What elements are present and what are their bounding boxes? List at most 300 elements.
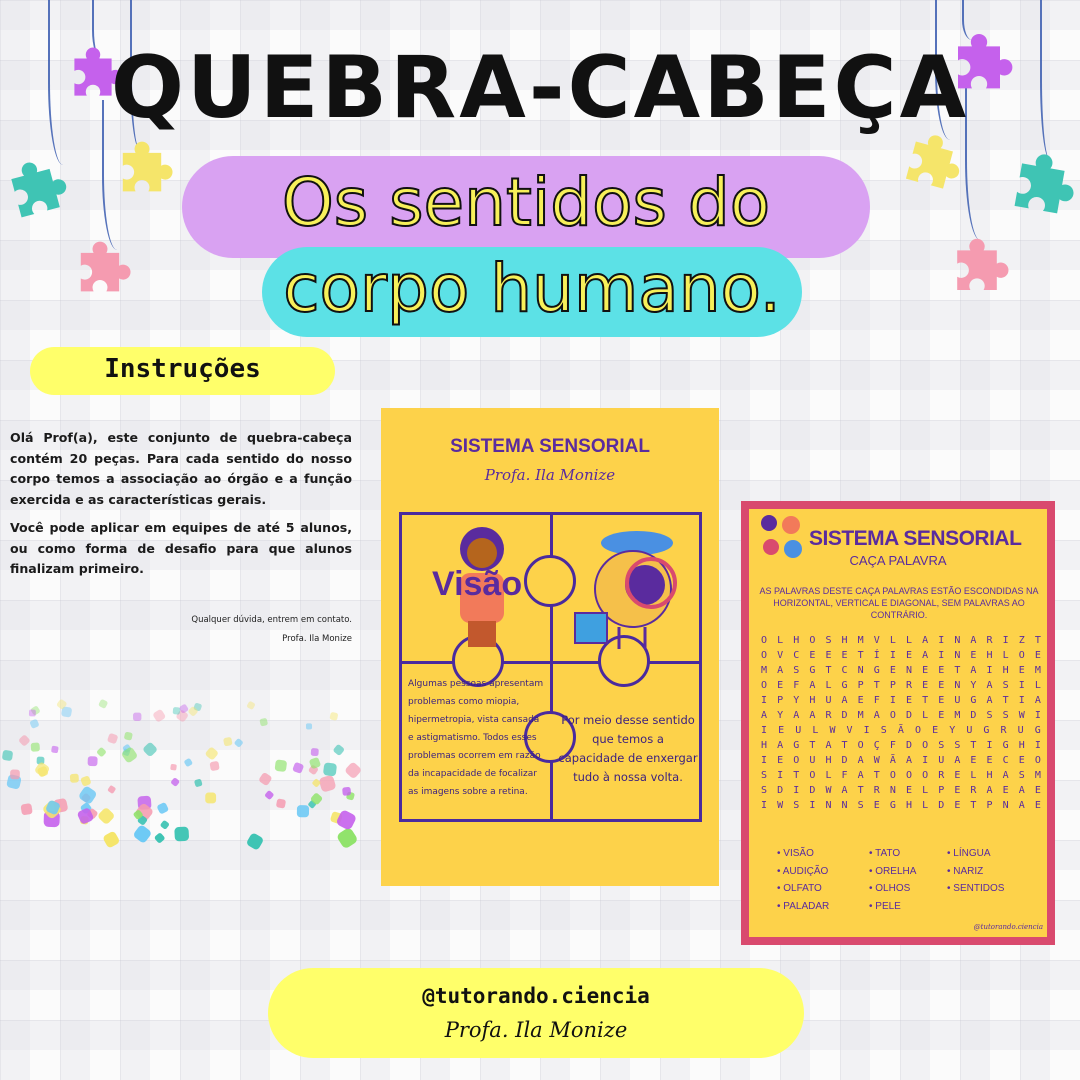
- wordsearch-letter: N: [825, 800, 832, 811]
- wordsearch-handle: @tutorando.ciencia: [973, 923, 1043, 931]
- confetti-piece: [142, 741, 158, 757]
- wordsearch-letter: M: [857, 710, 864, 721]
- wordsearch-letter: H: [761, 740, 768, 751]
- wordsearch-letter: U: [1017, 725, 1024, 736]
- wordsearch-letter: A: [1034, 695, 1041, 706]
- wordsearch-letter: L: [905, 635, 913, 646]
- wordsearch-letter: M: [954, 710, 961, 721]
- confetti-piece: [258, 772, 273, 787]
- confetti-piece: [102, 830, 120, 848]
- wordsearch-letter: N: [905, 665, 913, 676]
- wordsearch-letter: H: [841, 635, 848, 646]
- confetti-piece: [297, 805, 309, 817]
- word-list-item: • PELE: [869, 898, 916, 916]
- wordsearch-letter: R: [905, 680, 913, 691]
- wordsearch-letter: T: [970, 800, 977, 811]
- wordsearch-letter: U: [966, 725, 973, 736]
- confetti-piece: [318, 775, 336, 793]
- wordsearch-letter: E: [1002, 785, 1009, 796]
- confetti-piece: [70, 774, 79, 783]
- confetti-piece: [132, 824, 152, 844]
- wordsearch-letter: R: [825, 710, 832, 721]
- wordsearch-letter: R: [938, 770, 945, 781]
- wordsearch-row: [761, 708, 1041, 723]
- wordsearch-letter: A: [986, 785, 993, 796]
- wordsearch-letter: E: [922, 665, 929, 676]
- wordsearch-letter: I: [777, 770, 784, 781]
- wordsearch-letter: D: [938, 800, 945, 811]
- confetti-piece: [96, 747, 107, 758]
- wordsearch-letter: L: [1002, 650, 1009, 661]
- puzzle-piece-icon: [944, 228, 1010, 308]
- wordsearch-letter: N: [954, 680, 961, 691]
- wordsearch-letter: N: [954, 635, 961, 646]
- card-title: SISTEMA SENSORIAL: [450, 436, 650, 457]
- wordsearch-letter: P: [777, 695, 784, 706]
- wordsearch-letter: O: [905, 770, 913, 781]
- wordsearch-letter: P: [889, 680, 896, 691]
- confetti-piece: [154, 832, 166, 844]
- confetti-piece: [246, 701, 255, 710]
- confetti-pieces: [0, 690, 362, 850]
- puzzle-preview-card: [381, 408, 719, 886]
- wordsearch-letter: A: [857, 770, 864, 781]
- confetti-piece: [276, 798, 286, 808]
- sense-label-visao: Visão: [432, 565, 523, 603]
- wordsearch-letter: P: [857, 680, 864, 691]
- wordsearch-letter: E: [905, 695, 913, 706]
- wordsearch-letter: E: [1034, 785, 1041, 796]
- wordsearch-letter: E: [954, 785, 961, 796]
- wordsearch-letter: E: [905, 785, 913, 796]
- wordsearch-letter: A: [970, 665, 977, 676]
- wordsearch-letter: H: [905, 800, 913, 811]
- wordsearch-letter: G: [809, 665, 816, 676]
- wordsearch-letter: E: [857, 695, 864, 706]
- confetti-piece: [97, 807, 116, 826]
- wordsearch-letter: O: [793, 755, 800, 766]
- wordsearch-letter: E: [986, 755, 993, 766]
- confetti-piece: [223, 737, 233, 747]
- confetti-piece: [335, 809, 357, 831]
- instructions-paragraph-2: Você pode aplicar em equipes de até 5 alunos, ou como forma de desafio para que alunos finalizam primeiro.: [10, 520, 352, 576]
- wordsearch-letter: T: [954, 665, 961, 676]
- wordsearch-letter: I: [863, 725, 870, 736]
- wordsearch-letter: F: [793, 680, 800, 691]
- wordsearch-letter: T: [873, 680, 880, 691]
- footer-author: Profa. Ila Monize: [444, 1018, 628, 1042]
- wordsearch-letter: G: [1002, 740, 1009, 751]
- wordsearch-letter: A: [761, 710, 768, 721]
- wordsearch-letter: A: [970, 635, 977, 646]
- wordsearch-letter: L: [825, 770, 832, 781]
- wordsearch-letter: L: [825, 680, 832, 691]
- wordsearch-title: SISTEMA SENSORIAL: [809, 527, 1022, 550]
- wordsearch-letter: Ç: [873, 740, 880, 751]
- wordsearch-letter: E: [825, 650, 832, 661]
- wordsearch-letter: I: [1018, 680, 1025, 691]
- word-list-column-2: [869, 845, 916, 915]
- wordsearch-letter: E: [938, 665, 945, 676]
- word-list-column-3: [947, 845, 1004, 898]
- wordsearch-letter: H: [825, 755, 832, 766]
- wordsearch-letter: C: [841, 665, 848, 676]
- wordsearch-letter: E: [938, 710, 945, 721]
- word-list-item: • OLFATO: [777, 880, 829, 898]
- wordsearch-letter: E: [954, 770, 961, 781]
- wordsearch-letter: Y: [949, 725, 956, 736]
- wordsearch-letter: T: [857, 785, 864, 796]
- word-list-column-1: [777, 845, 829, 915]
- confetti-piece: [88, 756, 98, 766]
- subtitle-line-2: corpo humano.: [283, 250, 781, 327]
- wordsearch-letter: G: [793, 740, 800, 751]
- wordsearch-letter: O: [922, 770, 929, 781]
- wordsearch-letter: Z: [1018, 635, 1025, 646]
- wordsearch-letter: W: [829, 725, 836, 736]
- wordsearch-letter: C: [793, 650, 800, 661]
- wordsearch-letter: E: [938, 695, 945, 706]
- puzzle-divider: [402, 661, 699, 664]
- footer-handle: @tutorando.ciencia: [422, 984, 650, 1008]
- wordsearch-letter: L: [1034, 680, 1041, 691]
- confetti-piece: [133, 713, 141, 721]
- wordsearch-row: [761, 633, 1041, 648]
- puzzle-piece-icon: [110, 138, 174, 202]
- wordsearch-letter: A: [777, 665, 784, 676]
- wordsearch-letter: R: [873, 785, 880, 796]
- wordsearch-letter: S: [1002, 680, 1009, 691]
- confetti-piece: [160, 820, 170, 830]
- wordsearch-letter: I: [793, 785, 800, 796]
- wordsearch-letter: L: [889, 635, 896, 646]
- confetti-piece: [246, 832, 265, 850]
- wordsearch-row: [761, 648, 1041, 663]
- wordsearch-letter: A: [825, 740, 832, 751]
- wordsearch-row: [761, 753, 1041, 768]
- wordsearch-letter: E: [932, 725, 939, 736]
- wordsearch-letter: E: [778, 725, 785, 736]
- wordsearch-letter: S: [1018, 770, 1025, 781]
- wordsearch-letter: I: [761, 695, 768, 706]
- wordsearch-letter: Ã: [889, 755, 896, 766]
- wordsearch-letter: V: [846, 725, 853, 736]
- word-list-item: • LÍNGUA: [947, 845, 1004, 863]
- wordsearch-letter: C: [1002, 755, 1009, 766]
- wordsearch-letter: T: [1034, 635, 1041, 646]
- wordsearch-letter: U: [938, 755, 945, 766]
- wordsearch-letter: M: [857, 635, 864, 646]
- word-list-item: • TATO: [869, 845, 916, 863]
- confetti-piece: [184, 758, 193, 767]
- wordsearch-letter: L: [970, 770, 977, 781]
- wordsearch-letter: R: [970, 785, 977, 796]
- puzzle-text-problems: Algumas pessoas apresentam problemas como miopia, hipermetropia, vista cansada e astigmatismo. Todos esses problemas ocorrem em razão da incapacidade de focalizar as imagens sobre a retina.: [408, 679, 544, 797]
- confetti-piece: [152, 709, 166, 723]
- wordsearch-letter: G: [873, 665, 880, 676]
- confetti-piece: [20, 803, 32, 815]
- wordsearch-letter: N: [1002, 800, 1009, 811]
- contact-signature: Profa. Ila Monize: [282, 634, 352, 644]
- wordsearch-letter: U: [954, 695, 961, 706]
- confetti-piece: [29, 719, 39, 729]
- wordsearch-letter: N: [857, 665, 864, 676]
- wordsearch-letter: U: [809, 755, 816, 766]
- confetti-piece: [10, 769, 20, 779]
- wordsearch-letter: E: [777, 680, 784, 691]
- confetti-piece: [170, 777, 180, 787]
- confetti-piece: [312, 778, 322, 788]
- wordsearch-letter: A: [1002, 770, 1009, 781]
- wordsearch-row: [761, 783, 1041, 798]
- wordsearch-letter: A: [809, 710, 816, 721]
- wordsearch-letter: T: [809, 740, 816, 751]
- wordsearch-letter: E: [1034, 800, 1041, 811]
- wordsearch-letter: E: [1018, 665, 1025, 676]
- wordsearch-letter: O: [914, 725, 922, 736]
- wordsearch-letter: A: [922, 650, 929, 661]
- wordsearch-letter: I: [938, 650, 945, 661]
- wordsearch-letter: W: [825, 785, 832, 796]
- wordsearch-instructions: AS PALAVRAS DESTE CAÇA PALAVRAS ESTÃO ESCONDIDAS NA HORIZONTAL, VERTICAL E DIAGONAL, SEM PALAVRAS AO CONTRÁRIO.: [759, 586, 1039, 620]
- wordsearch-letter: S: [761, 770, 768, 781]
- wordsearch-letter: H: [986, 650, 993, 661]
- wordsearch-letter: S: [857, 800, 864, 811]
- wordsearch-letter: A: [857, 755, 864, 766]
- confetti-piece: [323, 762, 337, 776]
- wordsearch-grid: [761, 633, 1041, 813]
- confetti-piece: [107, 733, 119, 745]
- instructions-paragraph-1: Olá Prof(a), este conjunto de quebra-cabeça contém 20 peças. Para cada sentido do nosso corpo temos a associação ao órgão e a função exercida e as características gerais.: [10, 430, 352, 507]
- wordsearch-letter: Y: [793, 695, 800, 706]
- confetti-piece: [194, 779, 203, 788]
- wordsearch-letter: W: [873, 755, 880, 766]
- confetti-piece: [29, 709, 36, 716]
- wordsearch-letter: U: [795, 725, 802, 736]
- wordsearch-letter: N: [954, 650, 961, 661]
- wordsearch-letter: W: [777, 800, 784, 811]
- wordsearch-letter: E: [809, 650, 816, 661]
- wordsearch-letter: Y: [777, 710, 784, 721]
- wordsearch-letter: I: [1034, 710, 1041, 721]
- confetti-piece: [170, 764, 177, 771]
- wordsearch-letter: O: [1034, 755, 1041, 766]
- wordsearch-letter: I: [761, 755, 768, 766]
- confetti-piece: [156, 802, 169, 815]
- word-list-item: • NARIZ: [947, 863, 1004, 881]
- wordsearch-letter: N: [889, 785, 896, 796]
- wordsearch-subtitle: CAÇA PALAVRA: [849, 553, 947, 568]
- wordsearch-letter: S: [793, 665, 800, 676]
- wordsearch-row: [761, 798, 1041, 813]
- confetti-piece: [124, 732, 133, 741]
- wordsearch-letter: M: [1034, 770, 1041, 781]
- wordsearch-letter: G: [841, 680, 848, 691]
- instructions-heading: Instruções: [104, 354, 261, 384]
- wordsearch-letter: A: [922, 635, 929, 646]
- wordsearch-letter: U: [825, 695, 832, 706]
- confetti-piece: [107, 785, 116, 794]
- wordsearch-letter: I: [761, 800, 768, 811]
- wordsearch-letter: S: [954, 740, 961, 751]
- eye-character-icon: [567, 525, 697, 655]
- wordsearch-letter: S: [938, 740, 945, 751]
- wordsearch-preview-card: [741, 501, 1055, 945]
- footer-highlight: [268, 968, 804, 1058]
- wordsearch-letter: D: [905, 740, 913, 751]
- wordsearch-letter: L: [922, 710, 929, 721]
- wordsearch-letter: P: [986, 800, 993, 811]
- wordsearch-letter: A: [905, 755, 913, 766]
- wordsearch-letter: I: [938, 635, 945, 646]
- wordsearch-letter: A: [954, 755, 961, 766]
- wordsearch-letter: T: [1002, 695, 1009, 706]
- wordsearch-letter: R: [1000, 725, 1007, 736]
- wordsearch-row: [761, 723, 1041, 738]
- card-author: Profa. Ila Monize: [484, 466, 616, 484]
- puzzle-text-function: Por meio desse sentido que temos a capacidade de enxergar tudo à nossa volta.: [558, 713, 698, 784]
- wordsearch-letter: E: [970, 755, 977, 766]
- wordsearch-letter: G: [983, 725, 990, 736]
- wordsearch-letter: A: [809, 680, 816, 691]
- word-list-item: • PALADAR: [777, 898, 829, 916]
- confetti-piece: [98, 699, 108, 709]
- confetti-piece: [342, 787, 351, 796]
- confetti-piece: [31, 742, 40, 751]
- wordsearch-row: [761, 768, 1041, 783]
- wordsearch-letter: I: [1018, 695, 1025, 706]
- wordsearch-letter: R: [986, 635, 993, 646]
- wordsearch-letter: V: [873, 635, 880, 646]
- wordsearch-row: [761, 678, 1041, 693]
- wordsearch-letter: M: [1034, 665, 1041, 676]
- wordsearch-letter: E: [970, 650, 977, 661]
- word-list-item: • SENTIDOS: [947, 880, 1004, 898]
- wordsearch-letter: E: [922, 680, 929, 691]
- confetti-piece: [336, 827, 359, 850]
- wordsearch-letter: H: [1002, 665, 1009, 676]
- wordsearch-letter: T: [970, 740, 977, 751]
- wordsearch-letter: I: [1034, 740, 1041, 751]
- wordsearch-row: [761, 693, 1041, 708]
- wordsearch-letter: E: [938, 680, 945, 691]
- wordsearch-letter: D: [777, 785, 784, 796]
- confetti-piece: [78, 785, 98, 805]
- wordsearch-letter: I: [761, 725, 768, 736]
- wordsearch-letter: T: [922, 695, 929, 706]
- wordsearch-letter: H: [1018, 740, 1025, 751]
- contact-note: Qualquer dúvida, entrem em contato.: [191, 615, 352, 625]
- wordsearch-letter: D: [841, 710, 848, 721]
- wordsearch-letter: H: [986, 770, 993, 781]
- wordsearch-row: [761, 738, 1041, 753]
- wordsearch-letter: O: [761, 635, 768, 646]
- wordsearch-letter: L: [922, 785, 929, 796]
- confetti-piece: [209, 761, 219, 771]
- wordsearch-letter: M: [761, 665, 768, 676]
- confetti-piece: [259, 718, 268, 727]
- wordsearch-letter: A: [1018, 785, 1025, 796]
- wordsearch-letter: Y: [970, 680, 977, 691]
- wordsearch-letter: G: [970, 695, 977, 706]
- wordsearch-letter: O: [922, 740, 929, 751]
- wordsearch-letter: O: [857, 740, 864, 751]
- confetti-piece: [173, 707, 181, 715]
- confetti-piece: [174, 827, 189, 842]
- wordsearch-letter: O: [761, 650, 768, 661]
- subtitle-line-1: Os sentidos do: [281, 164, 771, 241]
- wordsearch-letter: O: [1018, 650, 1025, 661]
- wordsearch-letter: I: [889, 650, 896, 661]
- puzzle-piece-icon: [68, 232, 132, 308]
- wordsearch-letter: I: [986, 740, 993, 751]
- wordsearch-letter: L: [812, 725, 819, 736]
- confetti-piece: [2, 750, 13, 761]
- confetti-piece: [205, 793, 216, 804]
- wordsearch-letter: F: [873, 695, 880, 706]
- wordsearch-letter: L: [922, 800, 929, 811]
- wordsearch-letter: T: [857, 650, 864, 661]
- page-title: QUEBRA-CABEÇA: [110, 38, 970, 138]
- confetti-piece: [329, 712, 338, 721]
- wordsearch-letter: A: [841, 785, 848, 796]
- wordsearch-letter: F: [889, 740, 896, 751]
- wordsearch-letter: N: [841, 800, 848, 811]
- wordsearch-letter: G: [889, 800, 896, 811]
- wordsearch-letter: H: [809, 695, 816, 706]
- wordsearch-letter: D: [841, 755, 848, 766]
- wordsearch-letter: G: [1034, 725, 1041, 736]
- wordsearch-letter: E: [1018, 755, 1025, 766]
- wordsearch-letter: S: [761, 785, 768, 796]
- wordsearch-letter: Ã: [897, 725, 904, 736]
- wordsearch-letter: I: [809, 800, 816, 811]
- wordsearch-letter: S: [825, 635, 832, 646]
- puzzle-piece-icon: [1004, 150, 1076, 222]
- wordsearch-letter: E: [777, 755, 784, 766]
- wordsearch-letter: E: [873, 800, 880, 811]
- wordsearch-letter: D: [905, 710, 913, 721]
- wordsearch-letter: T: [825, 665, 832, 676]
- wordsearch-letter: A: [793, 710, 800, 721]
- wordsearch-letter: W: [1018, 710, 1025, 721]
- wordsearch-letter: P: [938, 785, 945, 796]
- wordsearch-letter: A: [777, 740, 784, 751]
- wordsearch-letter: H: [793, 635, 800, 646]
- wordsearch-letter: D: [970, 710, 977, 721]
- wordsearch-letter: E: [1034, 650, 1041, 661]
- wordsearch-letter: I: [1002, 635, 1009, 646]
- wordsearch-letter: O: [809, 635, 816, 646]
- wordsearch-letter: O: [809, 770, 816, 781]
- wordsearch-letter: E: [905, 650, 913, 661]
- wordsearch-letter: D: [809, 785, 816, 796]
- wordsearch-letter: A: [986, 695, 993, 706]
- wordsearch-letter: V: [777, 650, 784, 661]
- confetti-piece: [306, 723, 312, 729]
- confetti-piece: [18, 734, 31, 747]
- wordsearch-letter: I: [922, 755, 929, 766]
- wordsearch-letter: A: [986, 680, 993, 691]
- wordsearch-letter: E: [889, 665, 896, 676]
- confetti-piece: [204, 746, 219, 761]
- wordsearch-letter: O: [761, 680, 768, 691]
- wordsearch-letter: S: [793, 800, 800, 811]
- wordsearch-letter: A: [873, 710, 880, 721]
- wordsearch-letter: E: [954, 800, 961, 811]
- word-list-item: • AUDIÇÃO: [777, 863, 829, 881]
- wordsearch-letter: O: [889, 770, 896, 781]
